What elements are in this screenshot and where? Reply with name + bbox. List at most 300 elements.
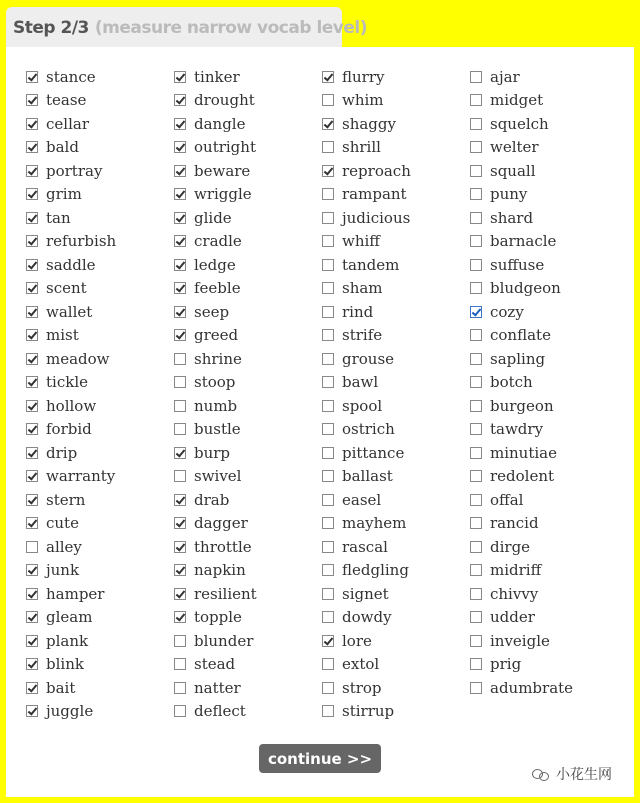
checkbox-unchecked[interactable]	[174, 635, 186, 647]
word-label: flurry	[342, 67, 385, 86]
word-option[interactable]	[322, 159, 411, 183]
checkbox-checked[interactable]	[322, 165, 334, 177]
word-option[interactable]	[322, 206, 411, 230]
word-label: topple	[194, 608, 242, 627]
word-option[interactable]	[26, 653, 116, 677]
word-option[interactable]	[174, 253, 257, 277]
word-label: rind	[342, 302, 374, 321]
word-option[interactable]	[470, 324, 573, 348]
checkbox-checked[interactable]	[26, 306, 38, 318]
word-option[interactable]	[470, 183, 573, 207]
word-option[interactable]	[174, 559, 257, 583]
checkbox-unchecked[interactable]	[322, 517, 334, 529]
word-option[interactable]	[26, 465, 116, 489]
checkbox-unchecked[interactable]	[470, 282, 482, 294]
checkbox-unchecked[interactable]	[470, 611, 482, 623]
word-option[interactable]	[322, 606, 411, 630]
word-option[interactable]	[174, 159, 257, 183]
word-option[interactable]	[322, 559, 411, 583]
checkbox-unchecked[interactable]	[470, 353, 482, 365]
word-label: tease	[46, 91, 87, 110]
word-label: redolent	[490, 467, 555, 486]
checkbox-checked[interactable]	[174, 306, 186, 318]
word-option[interactable]	[26, 512, 116, 536]
word-option[interactable]	[470, 277, 573, 301]
checkbox-unchecked[interactable]	[470, 635, 482, 647]
word-option[interactable]	[26, 277, 116, 301]
checkbox-unchecked[interactable]	[322, 306, 334, 318]
checkbox-checked[interactable]	[322, 71, 334, 83]
word-label: ballast	[342, 467, 393, 486]
word-label: hamper	[46, 584, 105, 603]
word-option[interactable]	[470, 300, 573, 324]
word-label: feeble	[194, 279, 241, 298]
word-option[interactable]	[174, 676, 257, 700]
word-option[interactable]	[322, 89, 411, 113]
word-option[interactable]	[26, 676, 116, 700]
word-option[interactable]	[322, 629, 411, 653]
checkbox-unchecked[interactable]	[470, 212, 482, 224]
checkbox-unchecked[interactable]	[470, 564, 482, 576]
word-label: spool	[342, 396, 383, 415]
checkbox-checked[interactable]	[174, 165, 186, 177]
checkbox-unchecked[interactable]	[322, 235, 334, 247]
checkbox-checked[interactable]	[174, 94, 186, 106]
word-option[interactable]	[174, 512, 257, 536]
word-option[interactable]	[322, 347, 411, 371]
word-label: beware	[194, 161, 251, 180]
word-option[interactable]	[26, 112, 116, 136]
word-label: whim	[342, 91, 384, 110]
word-label: drought	[194, 91, 255, 110]
checkbox-unchecked[interactable]	[470, 470, 482, 482]
checkbox-unchecked[interactable]	[470, 71, 482, 83]
word-option[interactable]	[26, 441, 116, 465]
word-label: natter	[194, 678, 241, 697]
word-option[interactable]	[26, 300, 116, 324]
checkbox-checked[interactable]	[26, 658, 38, 670]
word-label: squelch	[490, 114, 549, 133]
word-option[interactable]	[322, 582, 411, 606]
word-label: dagger	[194, 514, 248, 533]
word-option[interactable]	[26, 183, 116, 207]
checkbox-unchecked[interactable]	[322, 212, 334, 224]
checkbox-unchecked[interactable]	[470, 517, 482, 529]
checkbox-unchecked[interactable]	[470, 682, 482, 694]
word-label: reproach	[342, 161, 411, 180]
checkbox-checked[interactable]	[174, 188, 186, 200]
word-column-2	[174, 65, 257, 723]
word-option[interactable]	[174, 629, 257, 653]
word-option[interactable]	[174, 65, 257, 89]
word-option[interactable]	[26, 606, 116, 630]
word-label: numb	[194, 396, 238, 415]
word-label: warranty	[46, 467, 116, 486]
word-option[interactable]	[470, 136, 573, 160]
checkbox-unchecked[interactable]	[470, 447, 482, 459]
word-option[interactable]	[322, 676, 411, 700]
checkbox-checked[interactable]	[174, 517, 186, 529]
word-option[interactable]	[322, 300, 411, 324]
checkbox-checked[interactable]	[174, 494, 186, 506]
word-option[interactable]	[322, 112, 411, 136]
word-option[interactable]	[26, 89, 116, 113]
word-option[interactable]	[174, 324, 257, 348]
word-label: rampant	[342, 185, 407, 204]
checkbox-checked[interactable]	[26, 329, 38, 341]
word-option[interactable]	[26, 230, 116, 254]
checkbox-checked[interactable]	[174, 329, 186, 341]
checkbox-unchecked[interactable]	[322, 447, 334, 459]
checkbox-checked[interactable]	[174, 235, 186, 247]
word-label: midriff	[490, 561, 542, 580]
checkbox-checked[interactable]	[174, 141, 186, 153]
word-option[interactable]	[322, 512, 411, 536]
word-option[interactable]	[174, 418, 257, 442]
checkbox-unchecked[interactable]	[174, 376, 186, 388]
word-label: blink	[46, 655, 84, 674]
word-label: tawdry	[490, 420, 544, 439]
word-label: shrill	[342, 138, 381, 157]
checkbox-checked[interactable]	[26, 353, 38, 365]
word-label: signet	[342, 584, 389, 603]
word-option[interactable]	[174, 277, 257, 301]
word-option[interactable]	[470, 606, 573, 630]
checkbox-checked[interactable]	[26, 517, 38, 529]
word-option[interactable]	[174, 371, 257, 395]
word-option[interactable]	[470, 65, 573, 89]
word-label: lore	[342, 631, 372, 650]
checkbox-checked[interactable]	[26, 141, 38, 153]
checkbox-unchecked[interactable]	[174, 705, 186, 717]
word-label: easel	[342, 490, 382, 509]
word-label: burp	[194, 443, 231, 462]
word-option[interactable]	[322, 324, 411, 348]
checkbox-checked[interactable]	[26, 588, 38, 600]
word-option[interactable]	[26, 347, 116, 371]
word-option[interactable]	[26, 159, 116, 183]
word-label: barnacle	[490, 232, 557, 251]
word-option[interactable]	[174, 136, 257, 160]
checkbox-unchecked[interactable]	[322, 541, 334, 553]
checkbox-unchecked[interactable]	[470, 541, 482, 553]
word-option[interactable]	[26, 700, 116, 724]
checkbox-unchecked[interactable]	[174, 353, 186, 365]
word-label: drip	[46, 443, 78, 462]
word-option[interactable]	[174, 488, 257, 512]
word-option[interactable]	[26, 394, 116, 418]
checkbox-unchecked[interactable]	[322, 658, 334, 670]
checkbox-checked[interactable]	[26, 212, 38, 224]
word-option[interactable]	[470, 512, 573, 536]
word-label: ledge	[194, 255, 236, 274]
word-option[interactable]	[470, 418, 573, 442]
word-option[interactable]	[26, 535, 116, 559]
word-option[interactable]	[174, 653, 257, 677]
word-option[interactable]	[322, 136, 411, 160]
word-label: mayhem	[342, 514, 407, 533]
word-option[interactable]	[322, 488, 411, 512]
word-option[interactable]	[470, 347, 573, 371]
checkbox-checked[interactable]	[26, 259, 38, 271]
word-label: junk	[46, 561, 80, 580]
checkbox-checked[interactable]	[26, 188, 38, 200]
checkbox-checked[interactable]	[26, 94, 38, 106]
word-option[interactable]	[174, 300, 257, 324]
checkbox-checked[interactable]	[174, 541, 186, 553]
word-label: pittance	[342, 443, 405, 462]
word-option[interactable]	[174, 394, 257, 418]
checkbox-checked[interactable]	[322, 635, 334, 647]
word-label: juggle	[46, 702, 94, 721]
checkbox-unchecked[interactable]	[470, 400, 482, 412]
word-label: midget	[490, 91, 544, 110]
word-label: sham	[342, 279, 383, 298]
word-option[interactable]	[322, 441, 411, 465]
checkbox-unchecked[interactable]	[322, 282, 334, 294]
checkbox-checked[interactable]	[174, 611, 186, 623]
word-option[interactable]	[470, 371, 573, 395]
checkbox-checked[interactable]	[26, 447, 38, 459]
checkbox-checked[interactable]	[26, 400, 38, 412]
word-label: cradle	[194, 232, 242, 251]
word-option[interactable]	[470, 465, 573, 489]
word-column-4	[470, 65, 573, 700]
checkbox-unchecked[interactable]	[322, 682, 334, 694]
word-option[interactable]	[470, 394, 573, 418]
word-option[interactable]	[174, 112, 257, 136]
word-label: sapling	[490, 349, 546, 368]
continue-button[interactable]: continue >>	[259, 744, 381, 773]
word-label: minutiae	[490, 443, 557, 462]
word-label: resilient	[194, 584, 257, 603]
checkbox-unchecked[interactable]	[174, 423, 186, 435]
word-option[interactable]	[322, 253, 411, 277]
checkbox-checked[interactable]	[26, 282, 38, 294]
word-option[interactable]	[26, 371, 116, 395]
word-option[interactable]	[470, 89, 573, 113]
word-label: deflect	[194, 702, 246, 721]
watermark-text: 小花生网	[556, 767, 612, 783]
checkbox-checked[interactable]	[174, 447, 186, 459]
word-option[interactable]	[322, 700, 411, 724]
checkbox-unchecked[interactable]	[322, 470, 334, 482]
word-label: forbid	[46, 420, 92, 439]
word-option[interactable]	[470, 629, 573, 653]
checkbox-unchecked[interactable]	[322, 188, 334, 200]
checkbox-checked[interactable]	[470, 306, 482, 318]
checkbox-unchecked[interactable]	[322, 376, 334, 388]
checkbox-checked[interactable]	[26, 423, 38, 435]
checkbox-unchecked[interactable]	[322, 259, 334, 271]
word-label: shaggy	[342, 114, 396, 133]
checkbox-unchecked[interactable]	[470, 658, 482, 670]
checkbox-checked[interactable]	[174, 282, 186, 294]
word-label: scent	[46, 279, 87, 298]
word-option[interactable]	[322, 277, 411, 301]
word-label: extol	[342, 655, 380, 674]
word-option[interactable]	[322, 653, 411, 677]
word-option[interactable]	[174, 465, 257, 489]
word-label: drab	[194, 490, 230, 509]
checkbox-checked[interactable]	[26, 470, 38, 482]
checkbox-checked[interactable]	[26, 564, 38, 576]
word-label: dowdy	[342, 608, 392, 627]
word-option[interactable]	[322, 65, 411, 89]
word-option[interactable]	[470, 488, 573, 512]
checkbox-unchecked[interactable]	[174, 400, 186, 412]
word-label: strife	[342, 326, 383, 345]
word-label: stirrup	[342, 702, 395, 721]
word-label: botch	[490, 373, 533, 392]
checkbox-checked[interactable]	[174, 212, 186, 224]
word-label: rancid	[490, 514, 539, 533]
word-label: burgeon	[490, 396, 554, 415]
word-option[interactable]	[470, 582, 573, 606]
checkbox-unchecked[interactable]	[470, 376, 482, 388]
checkbox-unchecked[interactable]	[322, 329, 334, 341]
word-label: throttle	[194, 537, 252, 556]
checkbox-unchecked[interactable]	[322, 353, 334, 365]
checkbox-checked[interactable]	[174, 588, 186, 600]
word-label: blunder	[194, 631, 254, 650]
checkbox-unchecked[interactable]	[470, 165, 482, 177]
word-option[interactable]	[322, 394, 411, 418]
checkbox-unchecked[interactable]	[174, 470, 186, 482]
checkbox-checked[interactable]	[26, 705, 38, 717]
word-label: bald	[46, 138, 79, 157]
checkbox-checked[interactable]	[26, 635, 38, 647]
word-option[interactable]	[174, 606, 257, 630]
word-label: shrine	[194, 349, 242, 368]
word-option[interactable]	[470, 230, 573, 254]
word-option[interactable]	[174, 700, 257, 724]
checkbox-checked[interactable]	[26, 611, 38, 623]
word-option[interactable]	[174, 89, 257, 113]
word-label: fledgling	[342, 561, 409, 580]
word-option[interactable]	[26, 488, 116, 512]
word-option[interactable]	[322, 535, 411, 559]
checkbox-checked[interactable]	[174, 259, 186, 271]
word-label: offal	[490, 490, 524, 509]
word-option[interactable]	[26, 629, 116, 653]
word-option[interactable]	[322, 371, 411, 395]
word-option[interactable]	[322, 183, 411, 207]
checkbox-checked[interactable]	[26, 376, 38, 388]
word-label: adumbrate	[490, 678, 574, 697]
checkbox-unchecked[interactable]	[322, 494, 334, 506]
word-option[interactable]	[470, 159, 573, 183]
checkbox-unchecked[interactable]	[470, 188, 482, 200]
checkbox-unchecked[interactable]	[470, 235, 482, 247]
checkbox-unchecked[interactable]	[322, 588, 334, 600]
word-option[interactable]	[26, 206, 116, 230]
checkbox-unchecked[interactable]	[470, 329, 482, 341]
checkbox-checked[interactable]	[26, 165, 38, 177]
word-option[interactable]	[174, 206, 257, 230]
checkbox-checked[interactable]	[174, 118, 186, 130]
word-label: shard	[490, 208, 534, 227]
checkbox-checked[interactable]	[26, 235, 38, 247]
word-label: seep	[194, 302, 230, 321]
checkbox-checked[interactable]	[174, 564, 186, 576]
checkbox-unchecked[interactable]	[470, 118, 482, 130]
word-label: bludgeon	[490, 279, 561, 298]
word-option[interactable]	[322, 418, 411, 442]
word-label: napkin	[194, 561, 246, 580]
word-label: welter	[490, 138, 539, 157]
checkbox-checked[interactable]	[26, 682, 38, 694]
checkbox-checked[interactable]	[26, 71, 38, 83]
word-option[interactable]	[26, 582, 116, 606]
checkbox-unchecked[interactable]	[322, 94, 334, 106]
word-option[interactable]	[470, 441, 573, 465]
word-label: outright	[194, 138, 256, 157]
word-list-panel	[6, 47, 634, 797]
word-option[interactable]	[470, 559, 573, 583]
checkbox-unchecked[interactable]	[322, 141, 334, 153]
word-option[interactable]	[470, 653, 573, 677]
word-label: saddle	[46, 255, 96, 274]
word-column-3	[322, 65, 411, 723]
word-option[interactable]	[26, 559, 116, 583]
word-option[interactable]	[174, 582, 257, 606]
word-option[interactable]	[26, 65, 116, 89]
word-option[interactable]	[470, 535, 573, 559]
word-label: cute	[46, 514, 79, 533]
word-option[interactable]	[322, 465, 411, 489]
word-option[interactable]	[322, 230, 411, 254]
checkbox-unchecked[interactable]	[322, 564, 334, 576]
word-label: strop	[342, 678, 382, 697]
checkbox-unchecked[interactable]	[322, 400, 334, 412]
word-option[interactable]	[470, 676, 573, 700]
checkbox-unchecked[interactable]	[322, 705, 334, 717]
checkbox-unchecked[interactable]	[470, 259, 482, 271]
checkbox-checked[interactable]	[26, 118, 38, 130]
word-option[interactable]	[174, 535, 257, 559]
word-label: wallet	[46, 302, 93, 321]
word-option[interactable]	[470, 253, 573, 277]
word-option[interactable]	[26, 136, 116, 160]
checkbox-unchecked[interactable]	[174, 658, 186, 670]
word-option[interactable]	[174, 230, 257, 254]
checkbox-checked[interactable]	[322, 118, 334, 130]
word-option[interactable]	[470, 112, 573, 136]
checkbox-unchecked[interactable]	[174, 682, 186, 694]
checkbox-unchecked[interactable]	[26, 541, 38, 553]
word-option[interactable]	[174, 441, 257, 465]
checkbox-unchecked[interactable]	[322, 611, 334, 623]
word-option[interactable]	[26, 324, 116, 348]
checkbox-unchecked[interactable]	[470, 423, 482, 435]
word-option[interactable]	[26, 253, 116, 277]
checkbox-unchecked[interactable]	[322, 423, 334, 435]
word-label: stance	[46, 67, 96, 86]
word-option[interactable]	[174, 347, 257, 371]
checkbox-checked[interactable]	[174, 71, 186, 83]
checkbox-unchecked[interactable]	[470, 494, 482, 506]
word-label: mist	[46, 326, 79, 345]
word-option[interactable]	[26, 418, 116, 442]
word-label: cozy	[490, 302, 524, 321]
checkbox-unchecked[interactable]	[470, 141, 482, 153]
checkbox-unchecked[interactable]	[470, 588, 482, 600]
word-option[interactable]	[470, 206, 573, 230]
checkbox-checked[interactable]	[26, 494, 38, 506]
checkbox-unchecked[interactable]	[470, 94, 482, 106]
word-option[interactable]	[174, 183, 257, 207]
